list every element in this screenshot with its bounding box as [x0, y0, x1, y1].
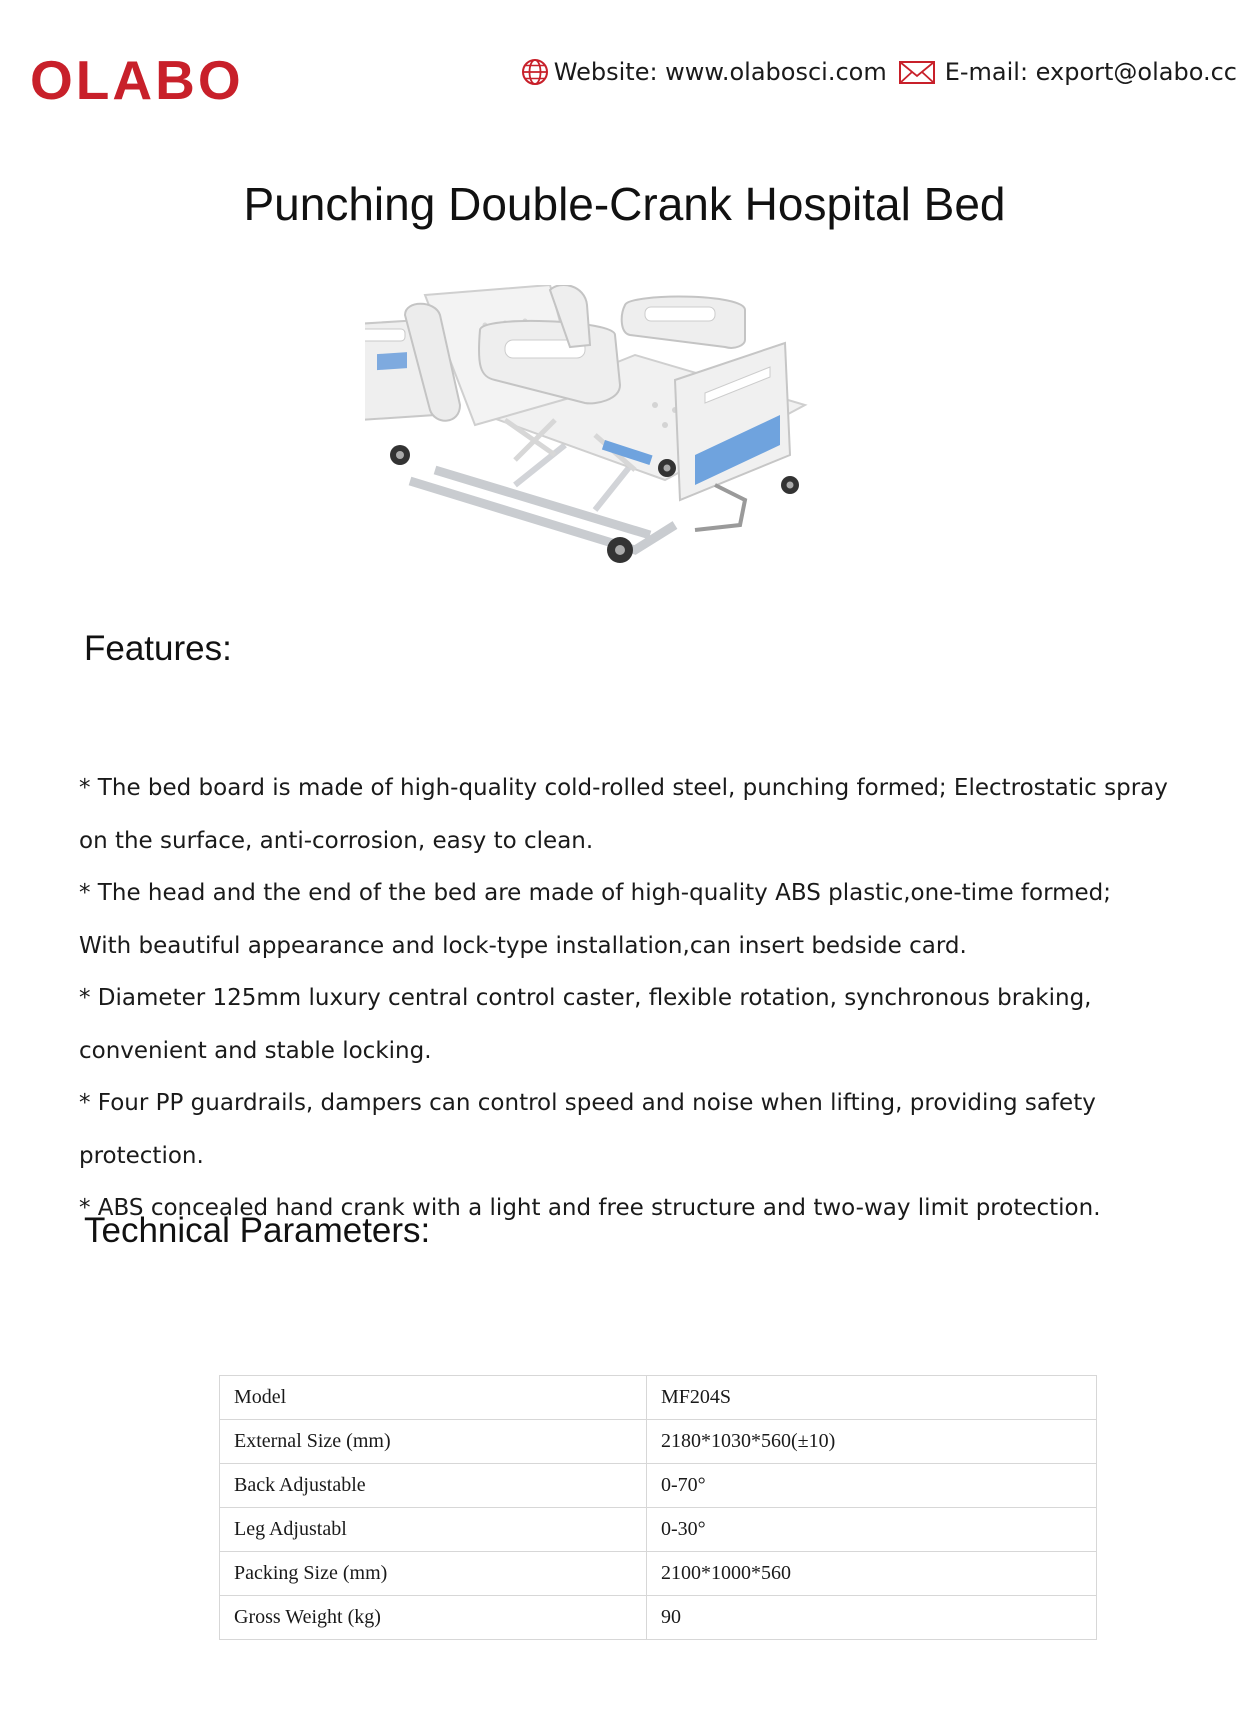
envelope-icon — [897, 57, 937, 87]
feature-line: protection. — [79, 1142, 204, 1169]
table-row — [220, 1420, 1097, 1464]
table-row — [220, 1376, 1097, 1420]
param-value: 90 — [647, 1596, 1097, 1640]
website-link[interactable]: Website: www.olabosci.com — [553, 58, 887, 86]
param-value: MF204S — [647, 1376, 1097, 1420]
param-value: 2100*1000*560 — [647, 1552, 1097, 1596]
param-value: 0-30° — [647, 1508, 1097, 1552]
feature-line: * ABS concealed hand crank with a light and free structure and two-way limit protection. — [79, 1195, 1101, 1221]
param-value: 2180*1030*560(±10) — [647, 1420, 1097, 1464]
features-heading: Features: — [84, 629, 232, 668]
table-row — [220, 1464, 1097, 1508]
technical-parameters-table — [219, 1375, 1097, 1640]
param-value: 0-70° — [647, 1464, 1097, 1508]
brand-logo: OLABO — [30, 49, 244, 111]
feature-line: * The bed board is made of high-quality cold-rolled steel, punching formed; Electrostatic spray — [79, 775, 1168, 801]
feature-line: * The head and the end of the bed are made of high-quality ABS plastic,one-time formed; — [79, 880, 1112, 906]
feature-line: convenient and stable locking. — [79, 1037, 432, 1064]
contact-bar — [518, 56, 1237, 88]
feature-line: on the surface, anti-corrosion, easy to clean. — [79, 827, 594, 854]
feature-line: With beautiful appearance and lock-type installation,can insert bedside card. — [79, 932, 967, 959]
params-heading: Technical Parameters: — [84, 1211, 431, 1250]
table-row — [220, 1552, 1097, 1596]
param-name: External Size (mm) — [220, 1420, 647, 1464]
param-name: Gross Weight (kg) — [220, 1596, 647, 1640]
page-title: Punching Double-Crank Hospital Bed — [243, 178, 1006, 230]
hospital-bed-image — [365, 285, 875, 625]
param-name: Packing Size (mm) — [220, 1552, 647, 1596]
email-link[interactable]: E-mail: export@olabo.cc — [944, 58, 1237, 86]
features-list — [79, 762, 1239, 1235]
table-row — [220, 1508, 1097, 1552]
table-row — [220, 1596, 1097, 1640]
feature-line: * Four PP guardrails, dampers can control speed and noise when lifting, providing safety — [79, 1090, 1096, 1116]
param-name: Model — [220, 1376, 647, 1420]
globe-icon — [518, 57, 552, 87]
param-name: Back Adjustable — [220, 1464, 647, 1508]
param-name: Leg Adjustabl — [220, 1508, 647, 1552]
feature-line: * Diameter 125mm luxury central control caster, flexible rotation, synchronous braking, — [79, 985, 1092, 1011]
